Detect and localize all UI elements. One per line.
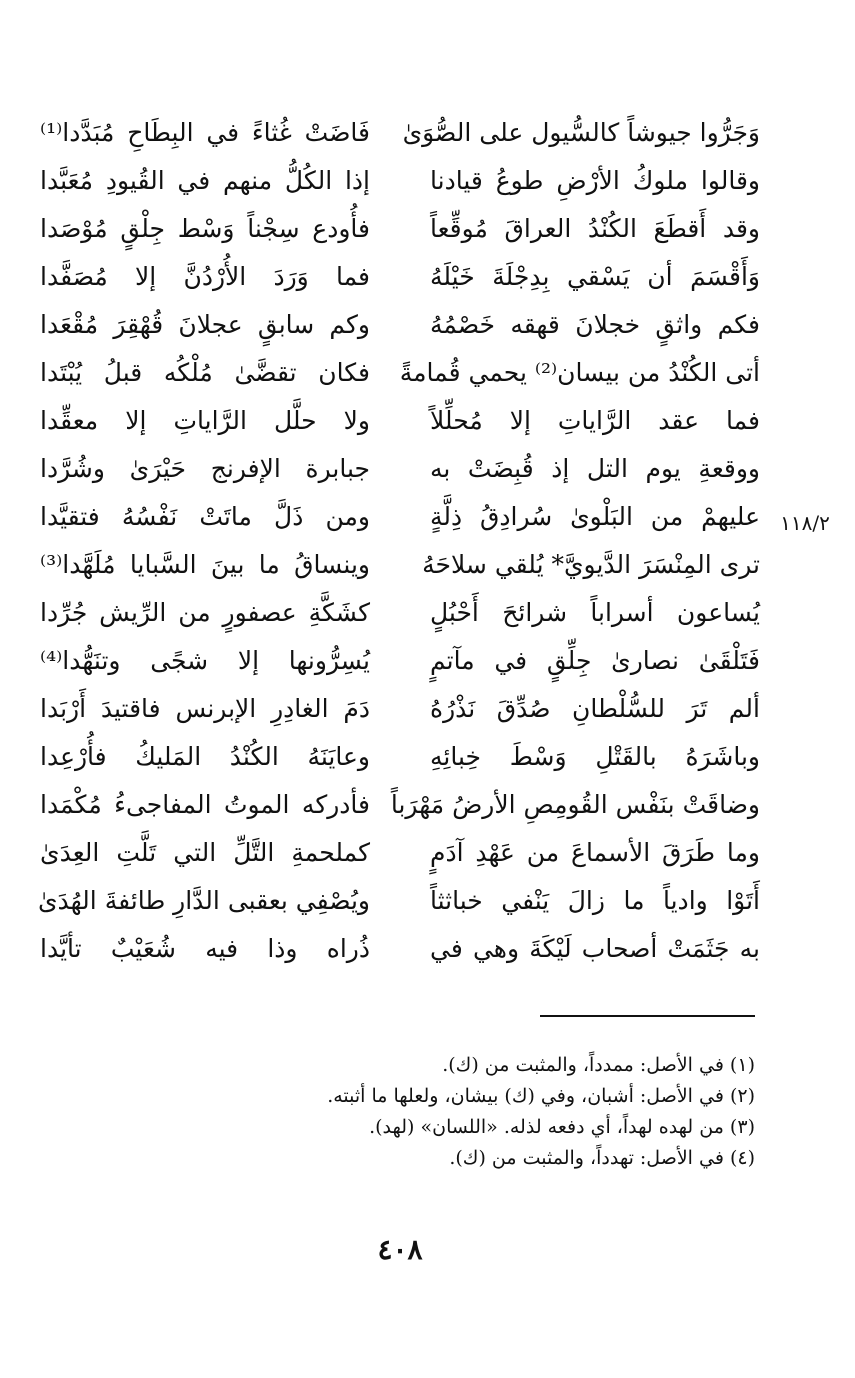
verse-line (40, 638, 760, 684)
verse-first-hemistich: ترى المِنْسَرَ الدَّيويَّ* يُلقي سلاحَهُ (422, 550, 760, 579)
hemistich-gap (370, 206, 430, 252)
hemistich-gap (370, 350, 430, 396)
verse-second-hemistich: وعايَنَهُ الكُنْدُ المَليكُ فأُرْعِدا (40, 742, 370, 771)
verse-first-hemistich: به جَثَمَتْ أصحاب لَيْكَةَ وهي في (430, 934, 760, 963)
verse-first-hemistich: فما عقد الرَّاياتِ إلا مُحلِّلاً (430, 406, 760, 435)
verse-first-hemistich: ووقعةِ يوم التل إذ قُبِضَتْ به (430, 454, 760, 483)
verse-first-hemistich: يُساعون أسراباً شرائحَ أَحْبُلٍ (430, 598, 760, 627)
verse-second-hemistich: فكان تقضَّىٰ مُلْكُه قبلُ يُبْتَدا (40, 358, 370, 387)
footnotes (55, 1050, 755, 1174)
footnote-4: (٤) في الأصل: تهدداً، والمثبت من (ك). (449, 1147, 755, 1169)
verse-second-hemistich: فَاضَتْ غُثاءً في البِطَاحِ مُبَدَّدا⁽¹⁾ (40, 118, 370, 147)
verse-second-hemistich: وينساقُ ما بينَ السَّبايا مُلَهَّدا⁽³⁾ (40, 550, 370, 579)
verse-line (40, 302, 760, 348)
verse-first-hemistich: فكم واثقٍ خجلانَ قهقه خَصْمُهُ (430, 310, 760, 339)
verse-line (40, 446, 760, 492)
verse-line (40, 494, 760, 540)
verse-line (40, 734, 760, 780)
verse-second-hemistich: ولا حلَّل الرَّاياتِ إلا معقِّدا (40, 406, 370, 435)
verse-line (40, 830, 760, 876)
hemistich-gap (370, 686, 430, 732)
verse-first-hemistich: وباشَرَهُ بالقَتْلِ وَسْطَ خِبائِهِ (430, 742, 760, 771)
verse-line (40, 254, 760, 300)
hemistich-gap (370, 494, 430, 540)
verse-first-hemistich: أتى الكُنْدُ من بيسان⁽²⁾ يحمي قُمامةً (399, 358, 760, 387)
verse-second-hemistich: وكم سابقٍ عجلانَ قُهْقِرَ مُقْعَدا (40, 310, 370, 339)
verse-second-hemistich: ذُراه وذا فيه شُعَيْبٌ تأيَّدا (40, 934, 370, 963)
verse-first-hemistich: وقالوا ملوكُ الأرْضِ طوعُ قيادنا (430, 166, 760, 195)
verse-second-hemistich: ومن ذَلَّ ماتَتْ نَفْسُهُ فتقيَّدا (40, 502, 370, 531)
verse-line (40, 350, 760, 396)
verse-second-hemistich: إذا الكُلُّ منهم في القُيودِ مُعَبَّدا (40, 166, 370, 195)
hemistich-gap (370, 590, 430, 636)
hemistich-gap (370, 446, 430, 492)
hemistich-gap (370, 110, 430, 156)
verse-second-hemistich: كشَكَّةِ عصفورٍ من الرِّيش جُرِّدا (40, 598, 370, 627)
hemistich-gap (370, 926, 430, 972)
hemistich-gap (370, 158, 430, 204)
verse-second-hemistich: فأُودع سِجْناً وَسْط جِلْقٍ مُوْصَدا (40, 214, 370, 243)
verse-line (40, 398, 760, 444)
hemistich-gap (370, 878, 430, 924)
verse-first-hemistich: وضاقَتْ بنَفْس القُومِصِ الأرضُ مَهْرَباً (390, 790, 760, 819)
verse-second-hemistich: يُسِرُّونها إلا شجًى وتنَهُّدا⁽⁴⁾ (40, 646, 370, 675)
verse-line (40, 926, 760, 972)
verse-second-hemistich: ويُصْفِي بعقبى الدَّارِ طائفةَ الهُدَىٰ (37, 886, 370, 915)
verse-first-hemistich: أَتَوْا وادياً ما زالَ يَنْفي خباثثاً (430, 886, 760, 915)
footnote-1: (١) في الأصل: ممدداً، والمثبت من (ك). (442, 1054, 755, 1076)
verse-first-hemistich: وقد أَقطَعَ الكُنْدُ العراقَ مُوقِّعاً (430, 214, 760, 243)
verse-line (40, 206, 760, 252)
hemistich-gap (370, 542, 430, 588)
footnote-3: (٣) من لهده لهداً، أي دفعه لذله. «اللسان» (لهد). (369, 1116, 755, 1138)
poem-body (37, 110, 760, 980)
verse-line (37, 878, 760, 924)
verse-first-hemistich: وما طَرَقَ الأسماعَ من عَهْدِ آدَمٍ (430, 838, 760, 867)
verse-line (40, 686, 760, 732)
verse-line (40, 542, 760, 588)
page-number: ٤٠٨ (377, 1233, 423, 1266)
verse-first-hemistich: عليهمْ من البَلْوىٰ سُرادِقُ ذِلَّةٍ (430, 502, 760, 531)
hemistich-gap (370, 254, 430, 300)
verse-line (40, 110, 760, 156)
verse-line (40, 158, 760, 204)
verse-first-hemistich: وَأَقْسَمَ أن يَسْقي بِدِجْلَةَ خَيْلَهُ (430, 262, 760, 291)
hemistich-gap (370, 830, 430, 876)
hemistich-gap (370, 734, 430, 780)
hemistich-gap (370, 398, 430, 444)
margin-reference: ١١٨/٢ (780, 511, 830, 535)
verse-second-hemistich: فأدركه الموتُ المفاجىءُ مُكْمَدا (40, 790, 370, 819)
verse-second-hemistich: كملحمةِ التَّلِّ التي تَلَّتِ العِدَىٰ (40, 838, 370, 867)
verse-second-hemistich: جبابرة الإفرنج حَيْرَىٰ وشُرَّدا (40, 454, 370, 483)
hemistich-gap (370, 302, 430, 348)
verse-first-hemistich: وَجَرُّوا جيوشاً كالسُّيول على الصُّوَىٰ (402, 118, 760, 147)
footnote-2: (٢) في الأصل: أشبان، وفي (ك) بيشان، ولعلها ما أثبته. (327, 1085, 755, 1107)
footnote-divider (540, 1015, 755, 1017)
verse-first-hemistich: فَتَلْقَىٰ نصارىٰ جِلِّقٍ في مآتمٍ (430, 646, 760, 675)
hemistich-gap (370, 638, 430, 684)
verse-first-hemistich: ألم تَرَ للسُّلْطانِ صُدِّقَ نَذْرُهُ (430, 694, 760, 723)
hemistich-gap (370, 782, 430, 828)
verse-second-hemistich: فما وَرَدَ الأُرْدُنَّ إلا مُصَفَّدا (40, 262, 370, 291)
verse-line (40, 782, 760, 828)
verse-line (40, 590, 760, 636)
verse-second-hemistich: دَمَ الغادِرِ الإبرنس فاقتيدَ أَرْبَدا (40, 694, 370, 723)
